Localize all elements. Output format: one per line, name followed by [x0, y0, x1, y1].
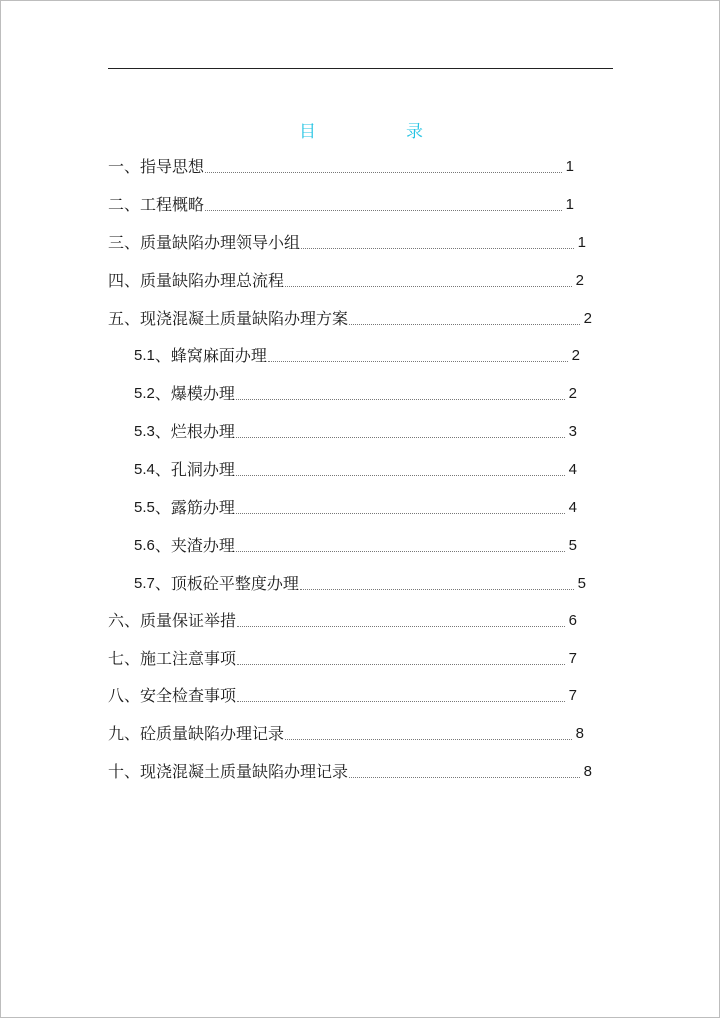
toc-leader [236, 513, 565, 514]
toc-subentry[interactable] [134, 382, 577, 404]
toc-leader [349, 324, 580, 325]
toc-entry-label: 八、安全检查事项 [108, 686, 237, 705]
toc-subentry[interactable] [134, 572, 586, 594]
toc-entry-page: 1 [577, 234, 586, 251]
toc-subentry[interactable] [134, 420, 577, 442]
toc-entry-page: 8 [583, 763, 592, 780]
toc-entry-label: 二、工程概略 [108, 195, 205, 214]
toc-entry[interactable] [108, 647, 577, 669]
toc-subentry-number: 5.1 [134, 347, 155, 364]
toc-title-right: 录 [406, 122, 423, 142]
toc-entry-page: 7 [568, 650, 577, 667]
toc-leader [205, 210, 562, 211]
toc-title-left: 目 [299, 122, 316, 142]
toc-subentry-label: 、烂根办理 [154, 422, 235, 441]
toc-entry-label: 一、指导思想 [108, 157, 205, 176]
toc-entry-label: 十、现浇混凝土质量缺陷办理记录 [108, 762, 349, 781]
toc-subentry-label: 、夹渣办理 [154, 536, 235, 555]
toc-subentry-label: 、蜂窝麻面办理 [154, 346, 267, 365]
toc-entry-page: 6 [568, 612, 577, 629]
toc-leader [237, 664, 565, 665]
toc-subentry-page: 2 [568, 385, 577, 402]
toc-leader [237, 701, 565, 702]
toc-entry-page: 8 [575, 725, 584, 742]
toc-leader [237, 626, 565, 627]
toc-subentry-number: 5.4 [134, 461, 155, 478]
toc-entry[interactable] [108, 684, 577, 706]
toc-subentry-label: 、孔洞办理 [154, 460, 235, 479]
toc-subentry-page: 5 [577, 575, 586, 592]
toc-leader [236, 399, 565, 400]
toc-entry[interactable] [108, 760, 592, 782]
toc-subentry-number: 5.3 [134, 423, 155, 440]
toc-leader [236, 551, 565, 552]
toc-leader [205, 172, 562, 173]
toc-subentry[interactable] [134, 496, 577, 518]
toc-entry-label: 三、质量缺陷办理领导小组 [108, 233, 301, 252]
toc-entry-label: 四、质量缺陷办理总流程 [108, 271, 285, 290]
toc-subentry-label: 、顶板砼平整度办理 [154, 574, 299, 593]
toc-subentry[interactable] [134, 458, 577, 480]
toc-leader [285, 286, 572, 287]
toc-leader [301, 248, 574, 249]
toc-leader [236, 437, 565, 438]
toc-entry[interactable] [108, 722, 584, 744]
toc-entry-page: 2 [583, 310, 592, 327]
toc-subentry-number: 5.6 [134, 537, 155, 554]
toc-subentry-label: 、露筋办理 [154, 498, 235, 517]
toc-leader [349, 777, 580, 778]
toc-subentry-page: 5 [568, 537, 577, 554]
toc-subentry[interactable] [134, 344, 580, 366]
toc-entry-label: 七、施工注意事项 [108, 649, 237, 668]
toc-subentry-page: 4 [568, 499, 577, 516]
toc-subentry-number: 5.5 [134, 499, 155, 516]
toc-subentry[interactable] [134, 534, 577, 556]
toc-subentry-page: 4 [568, 461, 577, 478]
toc-entry[interactable] [108, 609, 577, 631]
toc-leader [236, 475, 565, 476]
toc-entry[interactable] [108, 231, 586, 253]
toc-entry-label: 六、质量保证举措 [108, 611, 237, 630]
table-of-contents [1, 1, 720, 1019]
toc-entry-page: 7 [568, 687, 577, 704]
toc-leader [300, 589, 574, 590]
toc-entry[interactable] [108, 307, 592, 329]
toc-entry-page: 1 [565, 158, 574, 175]
toc-subentry-page: 3 [568, 423, 577, 440]
toc-entry-label: 五、现浇混凝土质量缺陷办理方案 [108, 309, 349, 328]
toc-entry-label: 九、砼质量缺陷办理记录 [108, 724, 285, 743]
toc-subentry-number: 5.7 [134, 575, 155, 592]
toc-subentry-page: 2 [571, 347, 580, 364]
toc-entry-page: 1 [565, 196, 574, 213]
toc-subentry-label: 、爆模办理 [154, 384, 235, 403]
toc-leader [268, 361, 568, 362]
toc-subentry-number: 5.2 [134, 385, 155, 402]
toc-entry[interactable] [108, 155, 574, 177]
toc-entry-page: 2 [575, 272, 584, 289]
toc-entry[interactable] [108, 269, 584, 291]
toc-entry[interactable] [108, 193, 574, 215]
toc-leader [285, 739, 572, 740]
